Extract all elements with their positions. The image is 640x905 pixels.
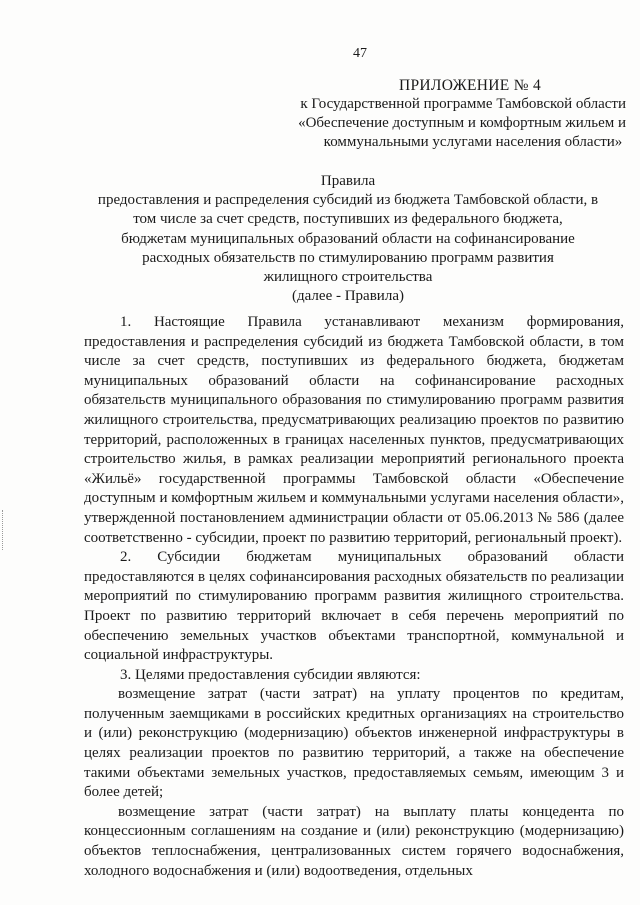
appendix-line-3: коммунальными услугами населения области» xyxy=(323,134,623,150)
paragraph-3-item-2: возмещение затрат (части затрат) на выплату платы концедента по концессионным соглашениям на создание и (или) реконструкцию (модернизацию) объектов теплоснабжения, централизованных систем горячего водоснабжения, холодного водоснабжения и (или) водоотведения, отдельных xyxy=(84,803,624,879)
paragraph-3-item-1: возмещение затрат (части затрат) на уплату процентов по кредитам, полученным заемщиками в российских кредитных организациях на строительство и (или) реконструкцию (модернизацию) объектов инженерной инфраструктуры в целях реализации проектов по развитию территорий, а также на обеспечение такими объектами земельных участков, предоставляемых семьям, имеющим 3 и более детей; xyxy=(84,686,624,801)
heading-line-4: расходных обязательств по стимулированию программ развития xyxy=(142,249,554,266)
heading-title: Правила xyxy=(320,173,376,189)
appendix-title: ПРИЛОЖЕНИЕ № 4 xyxy=(398,77,542,94)
heading-line-6: (далее - Правила) xyxy=(292,288,404,305)
document-body xyxy=(84,313,624,881)
heading-line-3: бюджетам муниципальных образований области на софинансирование xyxy=(121,230,575,247)
heading-line-1: предоставления и распределения субсидий из бюджета Тамбовской области, в xyxy=(97,192,599,209)
appendix-line-1: к Государственной программе Тамбовской области xyxy=(300,96,626,112)
rules-heading xyxy=(78,172,618,306)
heading-line-5: жилищного строительства xyxy=(263,269,433,286)
paragraph-3: 3. Целями предоставления субсидии являются: xyxy=(120,666,421,683)
heading-line-2: том числе за счет средств, поступивших из федерального бюджета, xyxy=(133,211,563,228)
paragraph-2: 2. Субсидии бюджетам муниципальных образований области предоставляются в целях софинансирования расходных обязательств по реализации мероприятий по стимулированию программ развития жилищного строительства. Проект по развитию территорий включает в себя перечень мероприятий по обеспечению земельных участков объектами транспортной, коммунальной и социальной инфраструктуры. xyxy=(84,549,624,664)
page-number: 47 xyxy=(353,46,367,61)
appendix-block xyxy=(250,76,630,152)
appendix-line-2: «Обеспечение доступным и комфортным жильем и xyxy=(298,115,626,131)
paragraph-1: 1. Настоящие Правила устанавливают механизм формирования, предоставления и распределения субсидий из бюджета Тамбовской области, в том числе за счет средств, поступивших из федерального бюджета, бюджетам муниципальных образований области на софинансирование расходных обязательств муниципального образования по стимулированию программ развития жилищного строительства, предусматривающих реализацию проектов по развитию территорий, расположенных в границах населенных пунктов, предусматривающих строительство жилья, в рамках реализации мероприятий регионального проекта «Жильё» государственной программы Тамбовской области «Обеспечение доступным и комфортным жильем и коммунальными услугами населения области», утвержденной постановлением администрации области от 05.06.2013 № 586 (далее соответственно - субсидии, проект по развитию территорий, региональный проект). xyxy=(84,314,624,546)
margin-mark xyxy=(2,510,6,550)
